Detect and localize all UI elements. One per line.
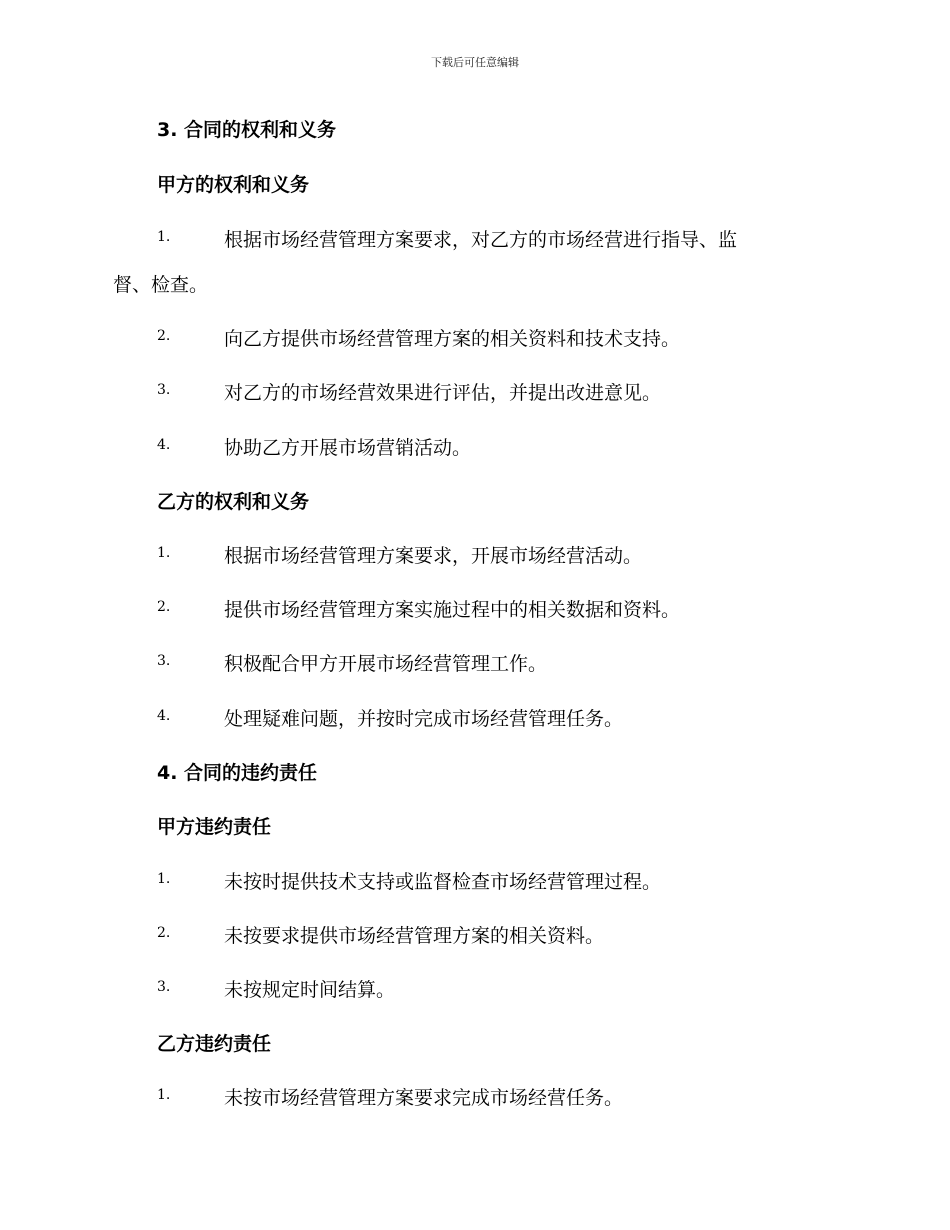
list-item-text: 积极配合甲方开展市场经营管理工作。: [224, 653, 548, 675]
list-item-number: 3.: [157, 979, 171, 995]
list-item-number: 2.: [157, 925, 171, 941]
page-header: 下载后可任意编辑: [431, 56, 519, 69]
list-item-text: 向乙方提供市场经营管理方案的相关资料和技术支持。: [224, 328, 681, 350]
list-item-text: 处理疑难问题，并按时完成市场经营管理任务。: [224, 708, 624, 730]
list-item-number: 1.: [157, 545, 171, 561]
list-item-text: 提供市场经营管理方案实施过程中的相关数据和资料。: [224, 599, 681, 621]
party-b-rights-heading: 乙方的权利和义务: [157, 491, 310, 513]
list-item-text: 对乙方的市场经营效果进行评估，并提出改进意见。: [224, 382, 662, 404]
list-item-text: 未按市场经营管理方案要求完成市场经营任务。: [224, 1087, 624, 1109]
section-4-heading: 4. 合同的违约责任: [157, 762, 318, 784]
list-item-number: 3.: [157, 653, 171, 669]
list-item-number: 4.: [157, 437, 171, 453]
list-item-number: 4.: [157, 708, 171, 724]
list-item-continuation: 督、检查。: [113, 274, 209, 296]
list-item-number: 2.: [157, 599, 171, 615]
party-b-breach-heading: 乙方违约责任: [157, 1033, 272, 1055]
section-3-heading: 3. 合同的权利和义务: [157, 119, 337, 141]
list-item-text: 未按要求提供市场经营管理方案的相关资料。: [224, 925, 605, 947]
list-item-number: 1.: [157, 1087, 171, 1103]
list-item-text: 根据市场经营管理方案要求，开展市场经营活动。: [224, 545, 643, 567]
list-item-number: 1.: [157, 229, 171, 245]
list-item-text: 未按规定时间结算。: [224, 979, 396, 1001]
list-item-number: 2.: [157, 328, 171, 344]
party-a-rights-heading: 甲方的权利和义务: [157, 174, 310, 196]
party-a-breach-heading: 甲方违约责任: [157, 816, 272, 838]
list-item-text: 根据市场经营管理方案要求，对乙方的市场经营进行指导、监: [224, 229, 738, 251]
list-item-number: 3.: [157, 382, 171, 398]
list-item-text: 未按时提供技术支持或监督检查市场经营管理过程。: [224, 871, 662, 893]
list-item-text: 协助乙方开展市场营销活动。: [224, 437, 472, 459]
list-item-number: 1.: [157, 871, 171, 887]
